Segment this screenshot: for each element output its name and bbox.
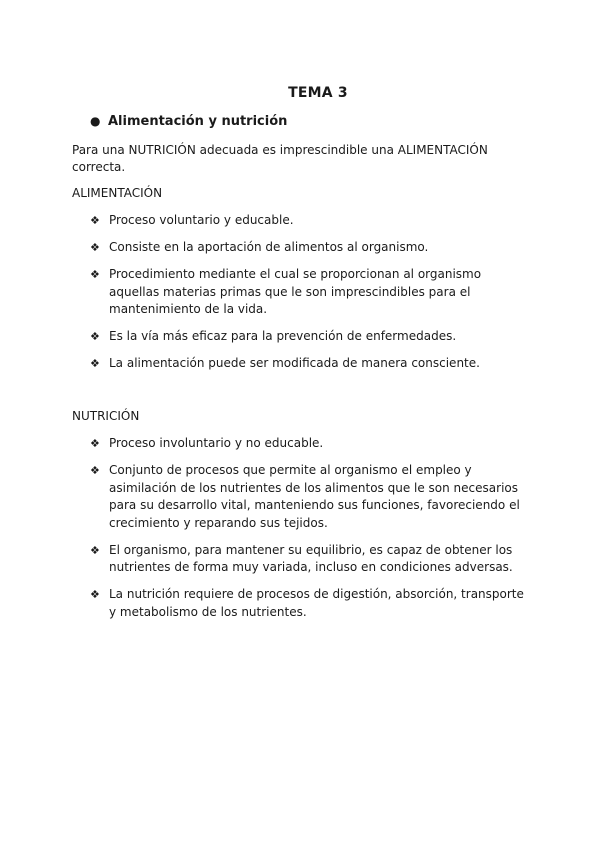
list-item-text: Procedimiento mediante el cual se proporcionan al organismo aquellas materias primas que le son imprescindibles para el mantenimiento de la vida. [109, 266, 482, 317]
round-bullet-icon: ● [90, 114, 101, 128]
diamond-bullet-icon: ❖ [90, 330, 100, 344]
list-item [90, 462, 530, 532]
intro-paragraph: Para una NUTRICIÓN adecuada es imprescindible una ALIMENTACIÓN correcta. [72, 143, 488, 174]
list-item [90, 435, 530, 453]
list-item-text: El organismo, para mantener su equilibrio, es capaz de obtener los nutrientes de forma muy variada, incluso en condiciones adversas. [109, 542, 513, 575]
list-item [90, 239, 530, 257]
alimentacion-list [90, 212, 530, 382]
list-item-text: La alimentación puede ser modificada de manera consciente. [109, 356, 480, 371]
diamond-bullet-icon: ❖ [90, 463, 100, 477]
list-item [90, 355, 530, 373]
diamond-bullet-icon: ❖ [90, 357, 100, 371]
list-item-text: Consiste en la aportación de alimentos al organismo. [109, 239, 429, 254]
diamond-bullet-icon: ❖ [90, 240, 100, 254]
diamond-bullet-icon: ❖ [90, 437, 100, 450]
list-item-text: Proceso voluntario y educable. [109, 213, 294, 227]
document-title: TEMA 3 [288, 85, 348, 101]
list-item-text: Es la vía más eficaz para la prevención de enfermedades. [109, 329, 457, 344]
nutricion-list [90, 435, 530, 631]
list-item-text: La nutrición requiere de procesos de digestión, absorción, transporte y metabolismo de los nutrientes. [109, 587, 524, 619]
list-item [90, 542, 530, 577]
alimentacion-label: ALIMENTACIÓN [72, 186, 163, 200]
diamond-bullet-icon: ❖ [90, 214, 100, 227]
nutricion-label: NUTRICIÓN [72, 409, 140, 423]
list-item-text: Proceso involuntario y no educable. [109, 436, 324, 450]
section-heading-text: Alimentación y nutrición [108, 114, 288, 129]
section-heading [91, 114, 287, 129]
list-item [90, 266, 530, 319]
list-item [90, 586, 530, 621]
diamond-bullet-icon: ❖ [90, 543, 100, 557]
list-item [90, 212, 530, 230]
diamond-bullet-icon: ❖ [90, 267, 100, 281]
list-item-text: Conjunto de procesos que permite al organismo el empleo y asimilación de los nutrientes de los alimentos que le son necesarios para su desarrollo vital, manteniendo sus funciones, favoreciendo el crecimiento y reparando sus tejidos. [109, 462, 520, 530]
diamond-bullet-icon: ❖ [90, 588, 100, 602]
list-item [90, 328, 530, 346]
